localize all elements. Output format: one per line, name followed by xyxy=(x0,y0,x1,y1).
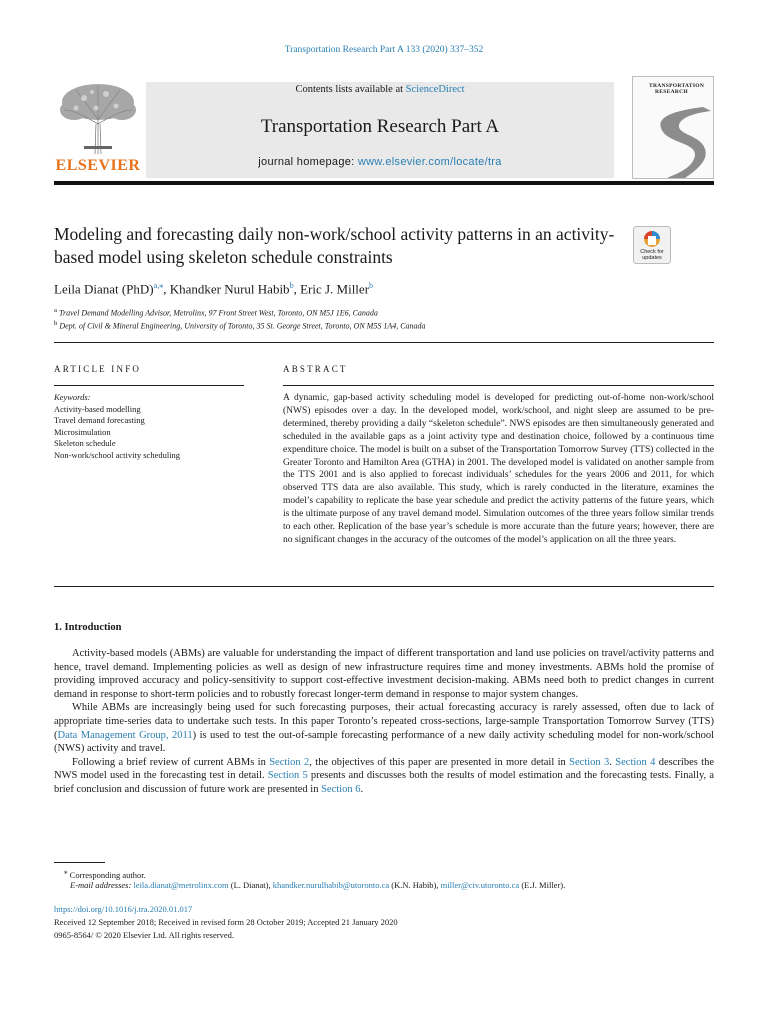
author-affiliation-mark[interactable]: a,⁎ xyxy=(153,281,164,290)
author-affiliation-mark[interactable]: b xyxy=(369,281,374,290)
footnote-divider xyxy=(54,862,105,863)
journal-banner xyxy=(146,82,614,178)
email-link[interactable]: miller@civ.utoronto.ca xyxy=(440,880,520,890)
abstract-heading: ABSTRACT xyxy=(283,364,348,374)
journal-title: Transportation Research Part A xyxy=(260,116,500,137)
copyright: 0965-8564/ © 2020 Elsevier Ltd. All rights reserved. xyxy=(54,930,234,940)
keyword: Microsimulation xyxy=(54,426,111,437)
article-info-heading: ARTICLE INFO xyxy=(54,364,142,374)
keyword: Skeleton schedule xyxy=(54,438,116,449)
abstract-text: A dynamic, gap-based activity scheduling model is developed for predicting out-of-home non-work/school (NWS) episodes over a day. In the developed model, work/school, and night sleep are assumed to be pre-determined, thereby providing a daily “skeleton schedule”. NWS episodes are then simultaneously generated and scheduled in the available gaps as a joint activity type and destination choice, followed by a continuous time expenditure choice. The model is built on a subset of the Transportation Tomorrow Survey (TTS) collected in the Greater Toronto and Hamilton Area (GTHA) in 2001. The developed model is validated on another sample from the TTS 2001 and is also applied to forecast individuals’ schedules for the years 2006 and 2011, for which observed TTS data are also available. This study, which is rarely conducted in the literature, examines the model’s capability to replicate the base year schedule and predict the activity patterns of the future years, which is the ultimate purpose of any travel demand model. Simulation outcomes of the three years follow similar trends to each other. Replication of the base year’s schedule is more accurate than the future years; however, there are no significant changes in the accuracy of the outcomes of the model’s application on all the three years. xyxy=(283,393,714,545)
keyword: Non-work/school activity scheduling xyxy=(54,449,181,460)
corresponding-author-note: ⁎ Corresponding author. xyxy=(64,868,146,880)
section-link[interactable]: Section 3 xyxy=(569,756,610,768)
journal-homepage: journal homepage: www.elsevier.com/locate/tra xyxy=(258,156,502,168)
section-divider xyxy=(54,342,714,343)
check-for-updates-button[interactable]: Check for updates xyxy=(633,226,671,264)
received-dates: Received 12 September 2018; Received in revised form 28 October 2019; Accepted 21 January 2020 xyxy=(54,917,398,927)
introduction-heading: 1. Introduction xyxy=(54,622,122,633)
section-divider xyxy=(54,586,714,587)
header-divider xyxy=(54,181,714,185)
journal-citation[interactable]: Transportation Research Part A 133 (2020) 337–352 xyxy=(284,45,484,55)
section-link[interactable]: Section 5 xyxy=(267,770,308,782)
email-link[interactable]: khandker.nurulhabib@utoronto.ca xyxy=(272,880,390,890)
email-link[interactable]: leila.dianat@metrolinx.com xyxy=(133,880,229,890)
keywords-list xyxy=(54,392,180,462)
journal-cover[interactable] xyxy=(632,76,714,179)
author-list: Leila Dianat (PhD)$^{a,⁎}$, Khandker Nurul Habib$^b$, Eric J. Miller$^b$ xyxy=(54,281,374,297)
keywords-label: Keywords: xyxy=(54,392,91,402)
keyword: Activity-based modelling xyxy=(54,403,141,414)
paragraph: Activity-based models (ABMs) are valuable for understanding the impact of different transportation and land use policies on travel/activity patterns and hence, travel demand. Implementing policies as well as design of new infrastructure requires time and money investments. ABMs hold the promise of providing improved accuracy and policy-sensitivity to support cost-effective investment decision-making. ABMs need both to predict changes in current demand in response to short-term policies and to robustly forecast longer-term demand in response to major system changes. xyxy=(54,648,714,700)
doi-link[interactable]: https://doi.org/10.1016/j.tra.2020.01.017 xyxy=(54,904,193,914)
abstract-divider xyxy=(283,385,714,386)
elsevier-wordmark: ELSEVIER xyxy=(55,157,141,174)
paragraph: While ABMs are increasingly being used for such forecasting purposes, their actual forecasting accuracy is rarely assessed, often due to lack of appropriate time-series data to undertake such tests. In this paper Toronto’s repeated cross-sections, large-sample Transportation Tomorrow Survey (TTS) (Data Management Group, 2011) is used to test the out-of-sample forecasting performance of a new daily activity scheduling model for non-work/school (NWS) activity and travel. xyxy=(54,702,715,755)
homepage-link[interactable]: www.elsevier.com/locate/tra xyxy=(357,156,502,168)
author-affiliation-mark[interactable]: b xyxy=(289,281,294,290)
keyword: Travel demand forecasting xyxy=(54,415,145,426)
author-name[interactable]: Khandker Nurul Habib xyxy=(169,281,290,297)
sciencedirect-link[interactable]: ScienceDirect xyxy=(405,84,465,95)
section-link[interactable]: Section 6 xyxy=(321,783,361,795)
affiliation: $^b$ Dept. of Civil & Mineral Engineering, University of Toronto, 35 St. George Street, Toronto, ON M5S 1A4, Canada xyxy=(54,320,426,331)
section-link[interactable]: Section 4 xyxy=(615,756,656,768)
author-name[interactable]: Eric J. Miller xyxy=(300,281,370,297)
contents-line: Contents lists available at ScienceDirect xyxy=(295,84,465,95)
article-info-divider xyxy=(54,385,244,386)
elsevier-tree-icon xyxy=(54,80,142,156)
article-title: Modeling and forecasting daily non-work/school activity patterns in an activity-based model using skeleton schedule constraints xyxy=(54,224,615,267)
author-name[interactable]: Leila Dianat (PhD) xyxy=(54,281,154,297)
cover-road-icon xyxy=(633,77,713,178)
reference-link[interactable]: Data Management Group, 2011 xyxy=(57,729,193,741)
elsevier-logo xyxy=(54,80,142,175)
paragraph: Following a brief review of current ABMs in Section 2, the objectives of this paper are presented in more detail in Section 3. Section 4 describes the NWS model used in the forecasting test in detail. Section 5 presents and discusses both the results of model estimation and the forecasting tests. Finally, a brief conclusion and discussion of future work are presented in Section 6. xyxy=(54,756,715,795)
introduction-body xyxy=(54,647,714,797)
affiliation: $^a$ Travel Demand Modelling Advisor, Metrolinx, 97 Front Street West, Toronto, ON M5J 1E6, Canada xyxy=(54,307,378,318)
email-addresses: E-mail addresses: leila.dianat@metrolinx.com (L. Dianat), khandker.nurulhabib@utoronto.ca (K.N. Habib), miller@civ.utoronto.ca (E.J. Miller). xyxy=(70,880,566,890)
cover-title: TRANSPORTATION RESEARCH xyxy=(649,83,705,95)
section-link[interactable]: Section 2 xyxy=(269,756,310,768)
